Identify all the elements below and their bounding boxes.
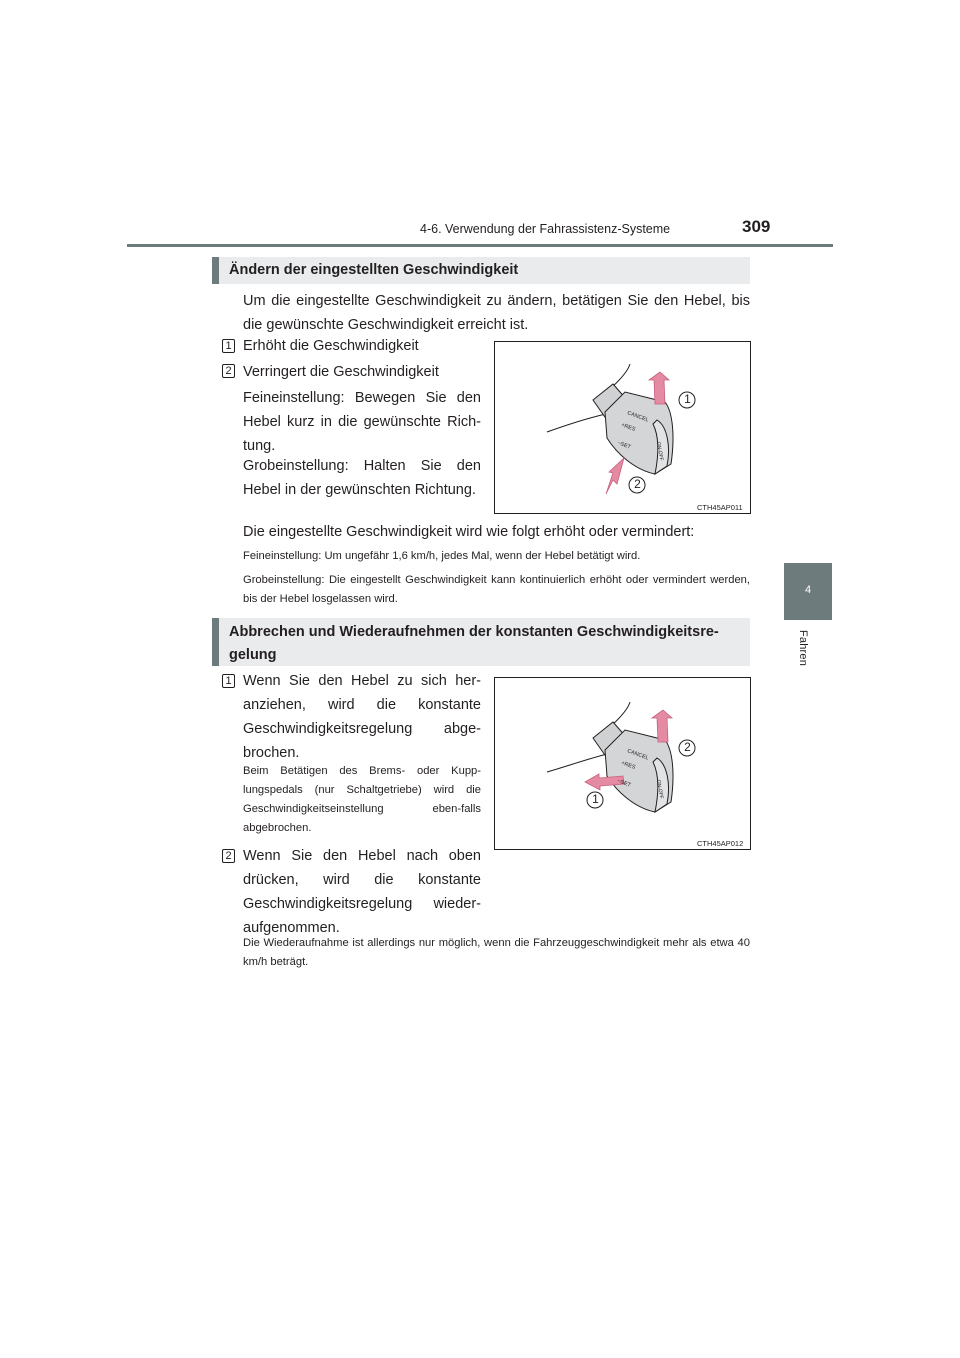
callout-2: 2 (684, 740, 691, 754)
section-heading: Ändern der eingestellten Geschwindigkeit (212, 257, 750, 284)
summary-text: Die eingestellte Geschwindigkeit wird wie folgt erhöht oder vermindert: (243, 524, 695, 540)
page-number: 309 (742, 217, 771, 236)
step-text: Verringert die Geschwindigkeit (243, 364, 439, 380)
lever-illustration (494, 677, 751, 850)
lever-label-set: −SET (616, 778, 632, 789)
step-text: Erhöht die Geschwindigkeit (243, 338, 419, 354)
running-header: 4-6. Verwendung der Fahrassistenz-Systeme (420, 222, 671, 236)
callout-1: 1 (592, 792, 599, 806)
callout-2: 2 (634, 477, 641, 491)
lever-label-cancel: CANCEL (626, 748, 650, 762)
chapter-label: Fahren (797, 630, 809, 667)
step-note: Beim Betätigen des Brems- oder Kupp-lungspedals (nur Schaltgetriebe) wird die Geschwindigkeitseinstellung eben-falls abgebrochen. (243, 765, 481, 834)
step-number: 2 (222, 849, 235, 863)
lever-drawing (495, 342, 750, 513)
lever-illustration (494, 341, 751, 514)
lever-label-cancel: CANCEL (626, 410, 650, 424)
lever-drawing (495, 678, 750, 849)
coarse-adjust-text: Grobeinstellung: Halten Sie den Hebel in der gewünschten Richtung. (243, 458, 481, 498)
section-intro: Um die eingestellte Geschwindigkeit zu ändern, betätigen Sie den Hebel, bis die gewünschte Geschwindigkeit erreicht ist. (243, 293, 750, 333)
lever-label-res: +RES (620, 760, 637, 771)
step-number: 1 (222, 339, 235, 353)
note-coarse: Grobeinstellung: Die eingestellt Geschwindigkeit kann kontinuierlich erhöht oder vermindert werden, bis der Hebel losgelassen wird. (243, 574, 750, 605)
callout-1: 1 (684, 392, 691, 406)
chapter-tab: 4 (784, 563, 832, 620)
lever-label-res: +RES (620, 422, 637, 433)
lever-label-set: −SET (616, 440, 632, 451)
step-text: Wenn Sie den Hebel nach oben drücken, wird die konstante Geschwindigkeitsregelung wieder-aufgenommen. (243, 848, 481, 936)
lever-label-onoff: ON-OFF (655, 441, 665, 462)
section-heading: Abbrechen und Wiederaufnehmen der konstanten Geschwindigkeitsre-gelung (212, 618, 750, 666)
note-fine: Feineinstellung: Um ungefähr 1,6 km/h, jedes Mal, wenn der Hebel betätigt wird. (243, 550, 641, 562)
lever-label-onoff: ON-OFF (655, 779, 665, 800)
step-text: Wenn Sie den Hebel zu sich her-anziehen, wird die konstante Geschwindigkeitsregelung abge-brochen. (243, 673, 481, 761)
header-rule (127, 244, 833, 247)
figure-caption: CTH45AP011 (697, 503, 743, 512)
resume-note: Die Wiederaufnahme ist allerdings nur möglich, wenn die Fahrzeuggeschwindigkeit mehr als etwa 40 km/h beträgt. (243, 937, 750, 968)
step-number: 1 (222, 674, 235, 688)
fine-adjust-text: Feineinstellung: Bewegen Sie den Hebel kurz in die gewünschte Rich-tung. (243, 390, 481, 454)
step-number: 2 (222, 364, 235, 378)
figure-caption: CTH45AP012 (697, 839, 744, 848)
